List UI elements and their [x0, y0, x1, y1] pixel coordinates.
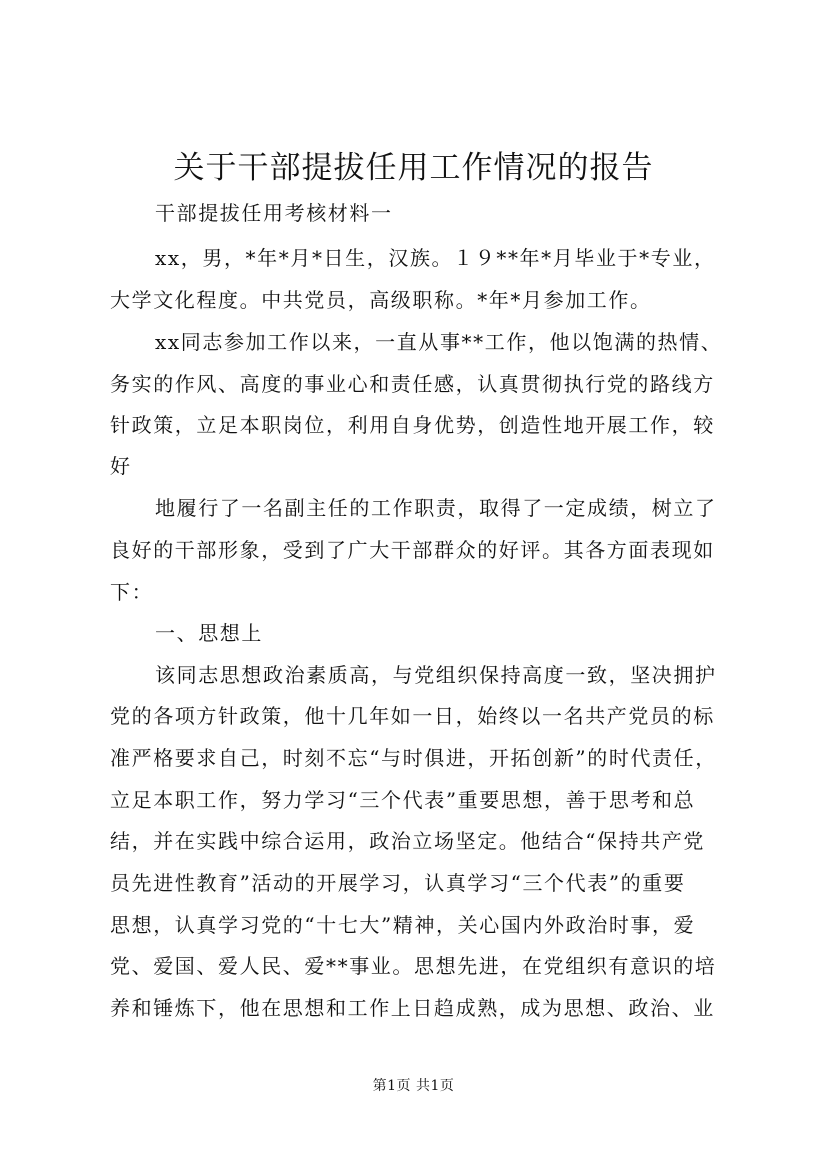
- body-line: 该同志思想政治素质高，与党组织保持高度一致，坚决拥护: [155, 663, 717, 687]
- document-subtitle: 干部提拔任用考核材料一: [155, 201, 393, 225]
- page-footer: 第1页 共1页: [372, 1078, 455, 1094]
- body-line: 务实的作风、高度的事业心和责任感，认真贯彻执行党的路线方: [110, 372, 715, 396]
- section-heading: 一、思想上: [155, 621, 263, 645]
- body-line: 结，并在实践中综合运用，政治立场坚定。他结合“保持共产党: [110, 829, 706, 853]
- body-line: 下：: [110, 580, 154, 604]
- body-line: 准严格要求自己，时刻不忘“与时俱进，开拓创新”的时代责任，: [110, 746, 717, 770]
- body-line: 大学文化程度。中共党员，高级职称。*年*月参加工作。: [110, 288, 652, 312]
- body-line: 好: [110, 454, 132, 478]
- body-line: 针政策，立足本职岗位，利用自身优势，创造性地开展工作，较: [110, 413, 715, 437]
- body-line: 地履行了一名副主任的工作职责，取得了一定成绩，树立了: [155, 496, 717, 520]
- document-title: 关于干部提拔任用工作情况的报告: [173, 150, 654, 186]
- body-line: xx，男，*年*月*日生，汉族。１９**年*月毕业于*专业，: [155, 246, 716, 270]
- body-line: 养和锤炼下，他在思想和工作上日趋成熟，成为思想、政治、业: [110, 996, 715, 1020]
- body-line: 立足本职工作，努力学习“三个代表”重要思想，善于思考和总: [110, 788, 696, 812]
- body-line: 党、爱国、爱人民、爱**事业。思想先进，在党组织有意识的培: [110, 954, 717, 978]
- body-line: 思想，认真学习党的“十七大”精神，关心国内外政治时事，爱: [110, 913, 696, 937]
- body-line: xx同志参加工作以来，一直从事**工作，他以饱满的热情、: [155, 330, 723, 354]
- body-line: 良好的干部形象，受到了广大干部群众的好评。其各方面表现如: [110, 538, 715, 562]
- body-line: 党的各项方针政策，他十几年如一日，始终以一名共产党员的标: [110, 704, 715, 728]
- body-line: 员先进性教育”活动的开展学习，认真学习“三个代表”的重要: [110, 871, 686, 895]
